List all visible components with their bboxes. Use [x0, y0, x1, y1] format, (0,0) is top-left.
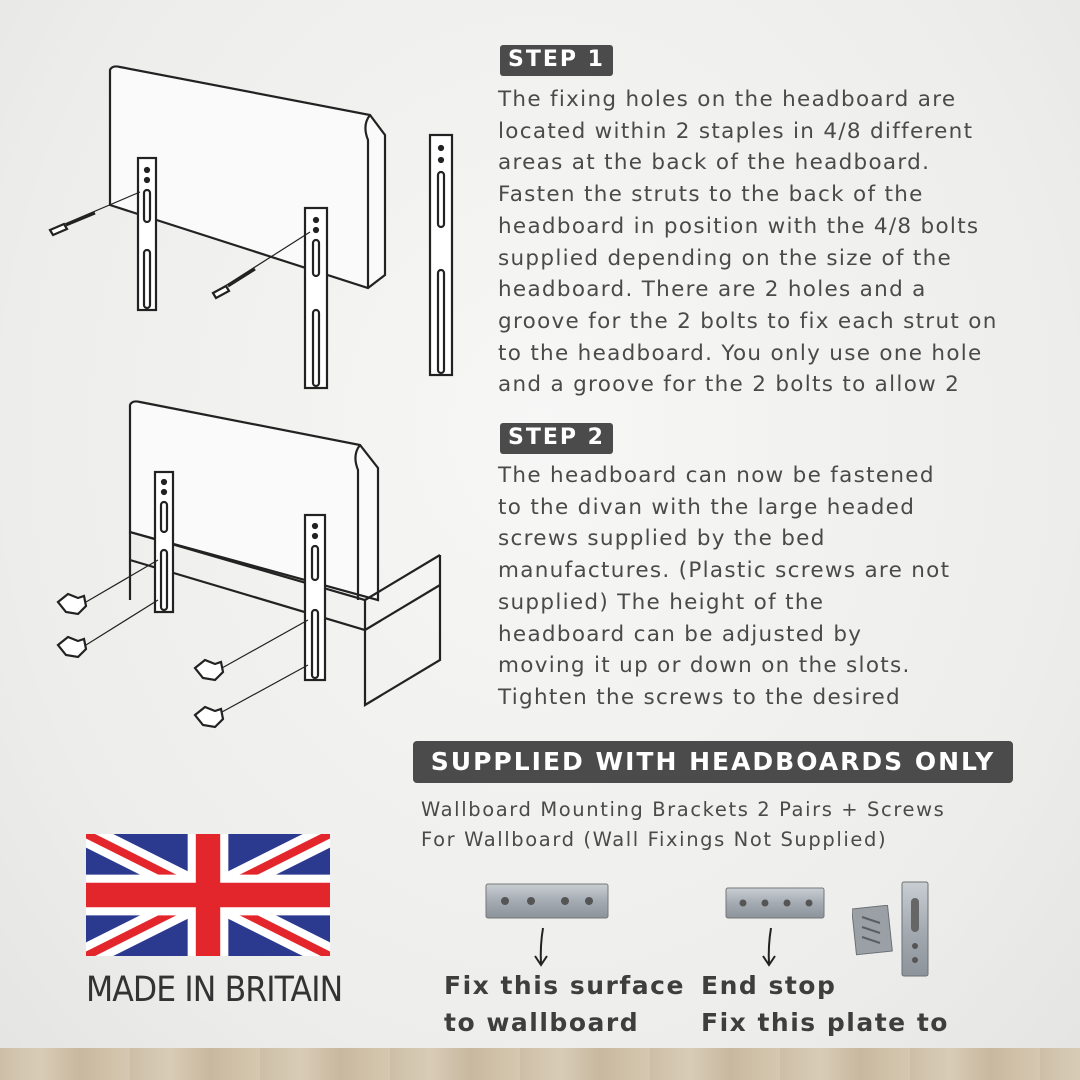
supplied-banner: SUPPLIED WITH HEADBOARDS ONLY [413, 741, 1013, 783]
arrow-down-icon [758, 926, 780, 968]
step2-instructions [498, 460, 1058, 714]
caption-end-stop [701, 967, 949, 1041]
step2-line: The headboard can now be fastened [498, 463, 935, 488]
step1-instructions [498, 84, 1058, 401]
union-jack-flag-icon [86, 834, 330, 956]
supplied-note [421, 795, 945, 855]
step1-line: Fasten the struts to the back of the [498, 182, 924, 208]
step1-line: located within 2 staples in 4/8 different [498, 118, 974, 144]
step1-line: areas at the back of the headboard. [498, 150, 931, 176]
mounting-plate-image [898, 880, 932, 978]
step1-line: groove for the 2 bolts to fix each strut on [498, 308, 998, 334]
supplied-note-line: For Wallboard (Wall Fixings Not Supplied) [421, 828, 888, 851]
arrow-down-icon [530, 926, 552, 968]
step1-line: supplied depending on the size of the [498, 245, 953, 271]
step1-line: The fixing holes on the headboard are [498, 87, 957, 112]
caption-line: Fix this plate to [701, 1008, 949, 1037]
caption-line: End stop [701, 971, 837, 1000]
step1-illustration [50, 66, 452, 388]
step2-badge: STEP 2 [500, 423, 613, 454]
step1-line: headboard in position with the 4/8 bolts [498, 213, 980, 239]
step2-line: headboard can be adjusted by [498, 621, 863, 647]
assembly-illustration [0, 40, 480, 730]
step2-line: manufactures. (Plastic screws are not [498, 558, 951, 584]
end-stop-bracket-image [725, 886, 825, 922]
caption-line: to wallboard [444, 1008, 640, 1037]
caption-line: Fix this surface [444, 971, 685, 1000]
step1-line: and a groove for the 2 bolts to allow 2 [498, 372, 961, 398]
made-in-britain-label: MADE IN BRITAIN [86, 970, 343, 1010]
step1-line: to the headboard. You only use one hole [498, 340, 983, 366]
screws-packet-image [852, 905, 894, 957]
step1-line: headboard. There are 2 holes and a [498, 277, 927, 303]
step1-badge: STEP 1 [500, 45, 613, 76]
step2-line: to the divan with the large headed [498, 494, 916, 520]
step2-line: moving it up or down on the slots. [498, 653, 911, 679]
step2-line: Tighten the screws to the desired [498, 684, 901, 710]
caption-wallboard-surface [444, 967, 685, 1041]
supplied-note-line: Wallboard Mounting Brackets 2 Pairs + Screws [421, 798, 946, 821]
wooden-floor [0, 1048, 1080, 1080]
step2-line: supplied) The height of the [498, 589, 825, 615]
step2-line: screws supplied by the bed [498, 526, 826, 552]
step2-illustration [58, 401, 440, 727]
wallboard-bracket-image [485, 882, 610, 922]
